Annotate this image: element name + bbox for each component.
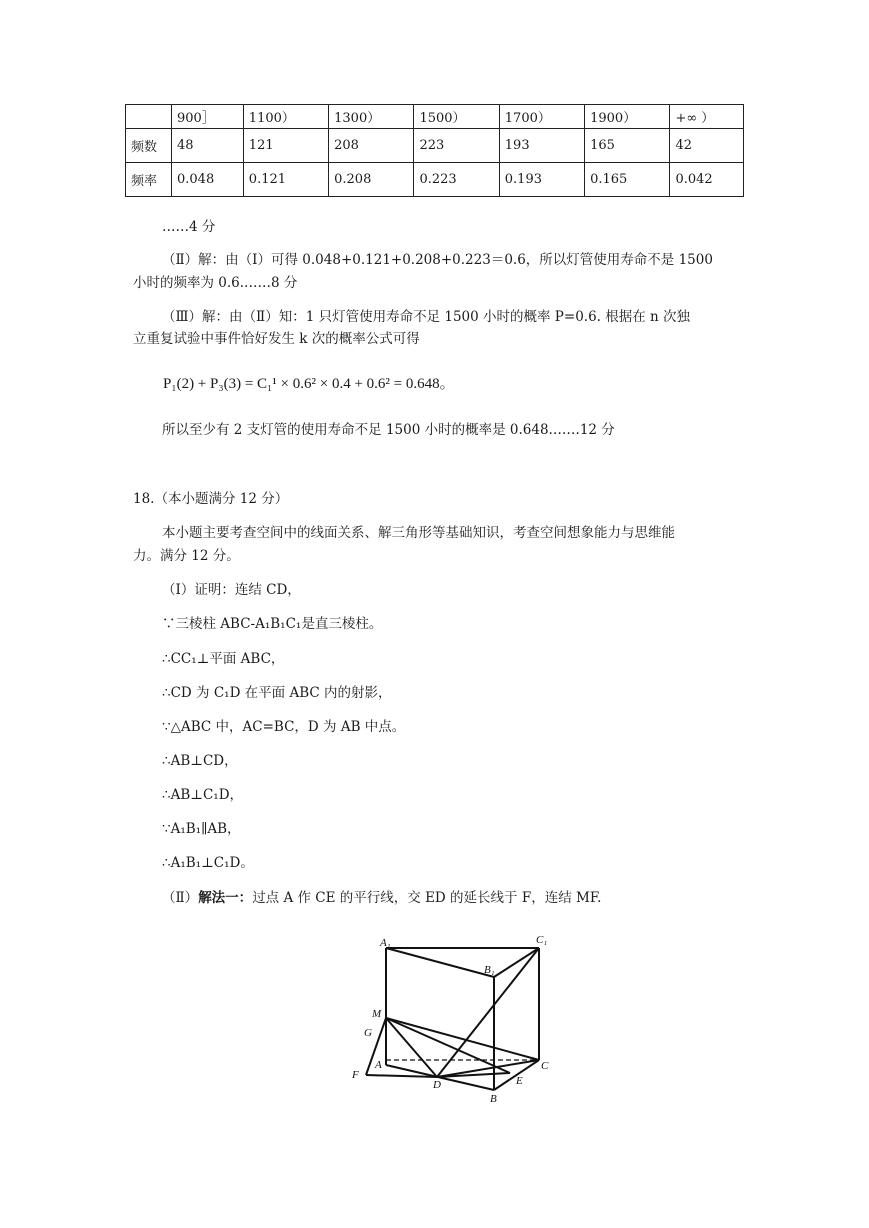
proof-step (162, 851, 254, 871)
score-note: ……4 分 (162, 219, 216, 235)
conclusion-line: 所以至少有 2 支灯管的使用寿命不足 1500 小时的概率是 0.648.……12 分 (162, 422, 615, 438)
segment-M-D (386, 1018, 437, 1077)
table-cell: 223 (414, 129, 499, 163)
table-cell: 0.165 (585, 163, 670, 197)
step-text: CC₁⊥平面 ABC， (170, 651, 285, 667)
frequency-table (125, 104, 744, 197)
proof-step (162, 647, 284, 667)
label-A1: A₁ (380, 937, 391, 949)
step-text: CD 为 C₁D 在平面 ABC 内的射影， (170, 685, 392, 701)
table-cell: 165 (585, 129, 670, 163)
edge-A1-B1 (386, 948, 494, 977)
paragraph-line: 立重复试验中事件恰好发生 k 次的概率公式可得 (133, 331, 420, 347)
method-label: 解法一： (198, 890, 253, 906)
table-cell: 48 (172, 129, 244, 163)
segment-M-E (386, 1018, 510, 1073)
prism-figure (340, 930, 570, 1110)
reason-symbol: ∵ (162, 821, 171, 837)
reason-symbol: ∴ (162, 651, 171, 667)
table-header-cell (126, 105, 172, 129)
label-D: D (433, 1079, 441, 1091)
table-header-cell: 1100） (243, 105, 328, 129)
proof-start: （Ⅰ）证明：连结 CD， (162, 582, 301, 598)
step-text: AB⊥C₁D， (170, 787, 244, 803)
reason-symbol: ∵ (162, 719, 171, 735)
question-title: 18.（本小题满分 12 分） (133, 491, 289, 507)
reason-symbol: ∴ (162, 787, 171, 803)
table-cell: 0.193 (499, 163, 584, 197)
paragraph-line: 小时的频率为 0.6.……8 分 (133, 275, 298, 291)
table-cell: 0.208 (329, 163, 414, 197)
table-header-cell: +∞ ） (670, 105, 744, 129)
paragraph-line: （Ⅱ）解：由（Ⅰ）可得 0.048+0.121+0.208+0.223＝0.6，所以灯管使用寿命不是 1500 (162, 252, 713, 268)
table-header-cell: 1500） (414, 105, 499, 129)
proof-step (162, 817, 241, 837)
method-line (162, 886, 601, 906)
table-cell: 121 (243, 129, 328, 163)
edge-B1-C1 (494, 948, 539, 977)
table-header-cell: 900］ (172, 105, 244, 129)
proof-step (162, 681, 392, 701)
table-cell: 42 (670, 129, 744, 163)
step-text: △ABC 中，AC=BC，D 为 AB 中点。 (170, 719, 406, 735)
step-text: A₁B₁∥AB， (170, 821, 241, 837)
table-cell: 0.121 (243, 163, 328, 197)
row-label: 频数 (126, 129, 172, 163)
reason-symbol: ∴ (162, 753, 171, 769)
table-header-cell: 1700） (499, 105, 584, 129)
table-cell: 0.042 (670, 163, 744, 197)
label-A: A (375, 1059, 382, 1071)
table-cell: 0.048 (172, 163, 244, 197)
reason-symbol: ∵ (162, 616, 176, 632)
probability-formula (163, 372, 455, 393)
label-M: M (372, 1008, 382, 1020)
table-header-cell: 1300） (329, 105, 414, 129)
label-B1: B₁ (484, 964, 495, 976)
row-label: 频率 (126, 163, 172, 197)
reason-symbol: ∴ (162, 685, 171, 701)
label-C: C (541, 1060, 549, 1072)
proof-step (162, 715, 405, 735)
paragraph-line: 本小题主要考查空间中的线面关系、解三角形等基础知识，考查空间想象能力与思维能 (162, 525, 675, 541)
paragraph-line: （Ⅲ）解：由（Ⅱ）知：1 只灯管使用寿命不足 1500 小时的概率 P=0.6. 根据在 n 次独 (162, 309, 691, 325)
label-B: B (490, 1093, 497, 1105)
formula-end: 。 (439, 376, 455, 392)
method-text: 过点 A 作 CE 的平行线，交 ED 的延长线于 F，连结 MF. (252, 890, 602, 906)
proof-step (162, 783, 243, 803)
formula-expression: P₁(2) + P₃(3) = C₁¹ × 0.6² × 0.4 + 0.6² = 0.648 (163, 376, 440, 392)
step-text: 三棱柱 ABC-A₁B₁C₁是直三棱柱。 (175, 616, 383, 632)
table-cell: 193 (499, 129, 584, 163)
table-row (126, 129, 744, 163)
table-header-cell: 1900） (585, 105, 670, 129)
table-row (126, 163, 744, 197)
proof-step (162, 612, 382, 632)
step-text: AB⊥CD， (170, 753, 238, 769)
method-prefix: （Ⅱ） (162, 890, 199, 906)
step-text: A₁B₁⊥C₁D。 (170, 855, 254, 871)
reason-symbol: ∴ (162, 855, 171, 871)
paragraph-line: 力。满分 12 分。 (133, 548, 240, 564)
table-cell: 208 (329, 129, 414, 163)
segment-M-C (386, 1018, 539, 1060)
label-C1: C₁ (536, 934, 548, 946)
proof-step (162, 749, 238, 769)
label-G: G (364, 1027, 372, 1039)
label-F: F (352, 1069, 359, 1081)
label-E: E (516, 1075, 523, 1087)
table-header-row (126, 105, 744, 129)
table-cell: 0.223 (414, 163, 499, 197)
